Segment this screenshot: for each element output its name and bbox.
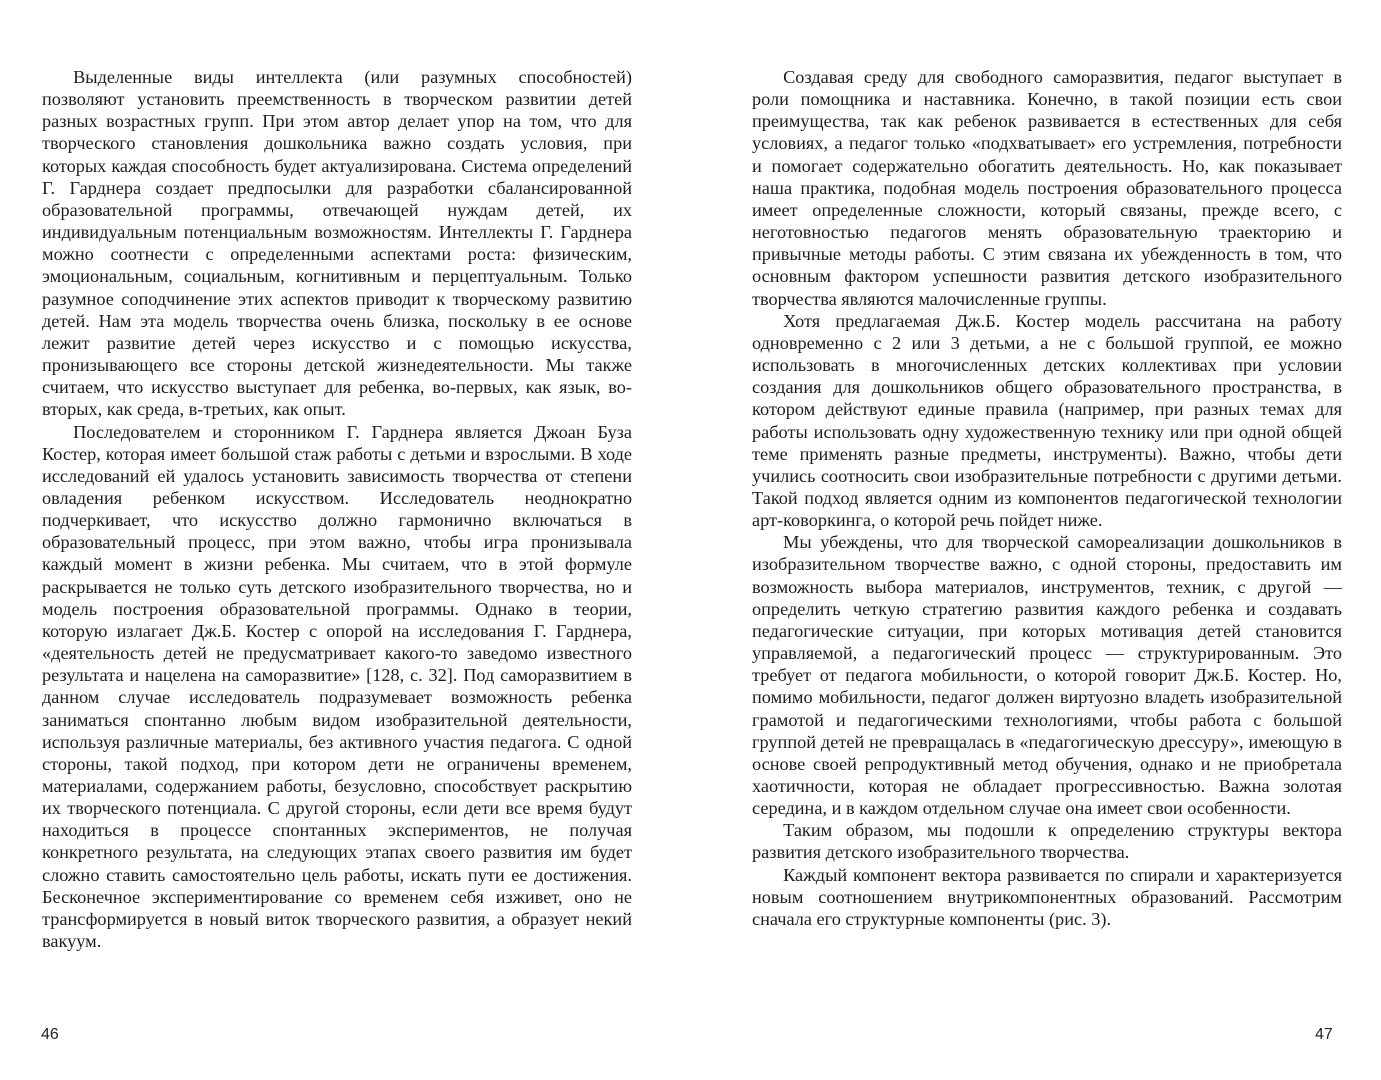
paragraph: Каждый компонент вектора развивается по спирали и характеризуется новым соотношением внутрикомпонентных образований. Рассмотрим сначала его структурные компоненты (рис. 3).: [752, 864, 1342, 929]
paragraph: Таким образом, мы подошли к определению структуры вектора развития детского изобразительного творчества.: [752, 820, 1342, 863]
paragraph: Создавая среду для свободного саморазвития, педагог выступает в роли помощника и наставника. Конечно, в такой позиции есть свои преимущества, так как ребенок развивается в естественных для себя условиях, а педагог только «подхватывает» его устремления, потребности и помогает содержательно обогатить деятельность. Но, как показывает наша практика, подобная модель построения образовательного процесса имеет определенные сложности, который связаны, прежде всего, с неготовностью педагогов менять образовательную траекторию и привычные методы работы. С этим связана их убежденность в том, что основным фактором успешности развития детского изобразительного творчества являются малочисленные группы.: [752, 67, 1342, 309]
page-number-left: 46: [41, 1026, 59, 1043]
left-page-text: [42, 66, 632, 952]
paragraph: Выделенные виды интеллекта (или разумных способностей) позволяют установить преемственность в творческом развитии детей разных возрастных групп. При этом автор делает упор на том, что для творческого становления дошкольника важно создать условия, при которых каждая способность будет актуализирована. Система определений Г. Гарднера создает предпосылки для разработки сбалансированной образовательной программы, отвечающей нуждам детей, их индивидуальным потенциальным возможностям. Интеллекты Г. Гарднера можно соотнести с определенными аспектами роста: физическим, эмоциональным, социальным, когнитивным и перцептуальным. Только разумное соподчинение этих аспектов приводит к творческому развитию детей. Нам эта модель творчества очень близка, поскольку в ее основе лежит развитие детей через искусство и с помощью искусства, пронизывающего все стороны детской жизнедеятельности. Мы также считаем, что искусство выступает для ребенка, во-первых, как язык, во-вторых, как среда, в-третьих, как опыт.: [42, 67, 632, 420]
page-number-right: 47: [1315, 1026, 1333, 1043]
paragraph: Хотя предлагаемая Дж.Б. Костер модель рассчитана на работу одновременно с 2 или 3 детьми, а не с большой группой, ее можно использовать в многочисленных детских коллективах при условии создания для дошкольников общего образовательного пространства, в котором действуют единые правила (например, при разных темах для работы использовать одну художественную технику или при одной общей теме применять разные предметы, инструменты). Важно, чтобы дети учились соотносить свои изобразительные потребности с другими детьми. Такой подход является одним из компонентов педагогической технологии арт-коворкинга, о которой речь пойдет ниже.: [752, 310, 1342, 531]
paragraph: Мы убеждены, что для творческой самореализации дошкольников в изобразительном творчестве важно, с одной стороны, предоставить им возможность выбора материалов, инструментов, техник, с другой — определить четкую стратегию развития каждого ребенка и создавать педагогические ситуации, при которых мотивация детей становится управляемой, а педагогический процесс — структурированным. Это требует от педагога мобильности, о которой говорит Дж.Б. Костер. Но, помимо мобильности, педагог должен виртуозно владеть изобразительной грамотой и педагогическими технологиями, чтобы работа с большой группой детей не превращалась в «педагогическую дрессуру», имеющую в основе своей репродуктивный метод обучения, однако и не приобретала хаотичности, которая не обладает прогрессивностью. Важна золотая середина, и в каждом отдельном случае она имеет свои особенности.: [752, 532, 1342, 819]
right-page-text: [752, 66, 1342, 930]
paragraph: Последователем и сторонником Г. Гарднера является Джоан Буза Костер, которая имеет большой стаж работы с детьми и взрослыми. В ходе исследований ей удалось установить зависимость творчества от степени овладения ребенком искусством. Исследователь неоднократно подчеркивает, что искусство должно гармонично включаться в образовательный процесс, при этом важно, чтобы игра пронизывала каждый момент в жизни ребенка. Мы считаем, что в этой формуле раскрывается не только суть детского изобразительного творчества, но и модель построения образовательной программы. Однако в теории, которую излагает Дж.Б. Костер с опорой на исследования Г. Гарднера, «деятельность детей не предусматривает какого-то заведомо известного результата и нацелена на саморазвитие» [128, с. 32]. Под саморазвитием в данном случае исследователь подразумевает возможность ребенка заниматься спонтанно любым видом изобразительной деятельности, используя различные материалы, без активного участия педагога. С одной стороны, такой подход, при котором дети не ограничены временем, материалами, содержанием работы, безусловно, способствует раскрытию их творческого потенциала. С другой стороны, если дети все время будут находиться в процессе спонтанных экспериментов, не получая конкретного результата, на следующих этапах своего развития им будет сложно ставить самостоятельно цель работы, искать пути ее достижения. Бесконечное экспериментирование со временем себя изживет, оно не трансформируется в новый виток творческого развития, а образует некий вакуум.: [42, 421, 632, 952]
